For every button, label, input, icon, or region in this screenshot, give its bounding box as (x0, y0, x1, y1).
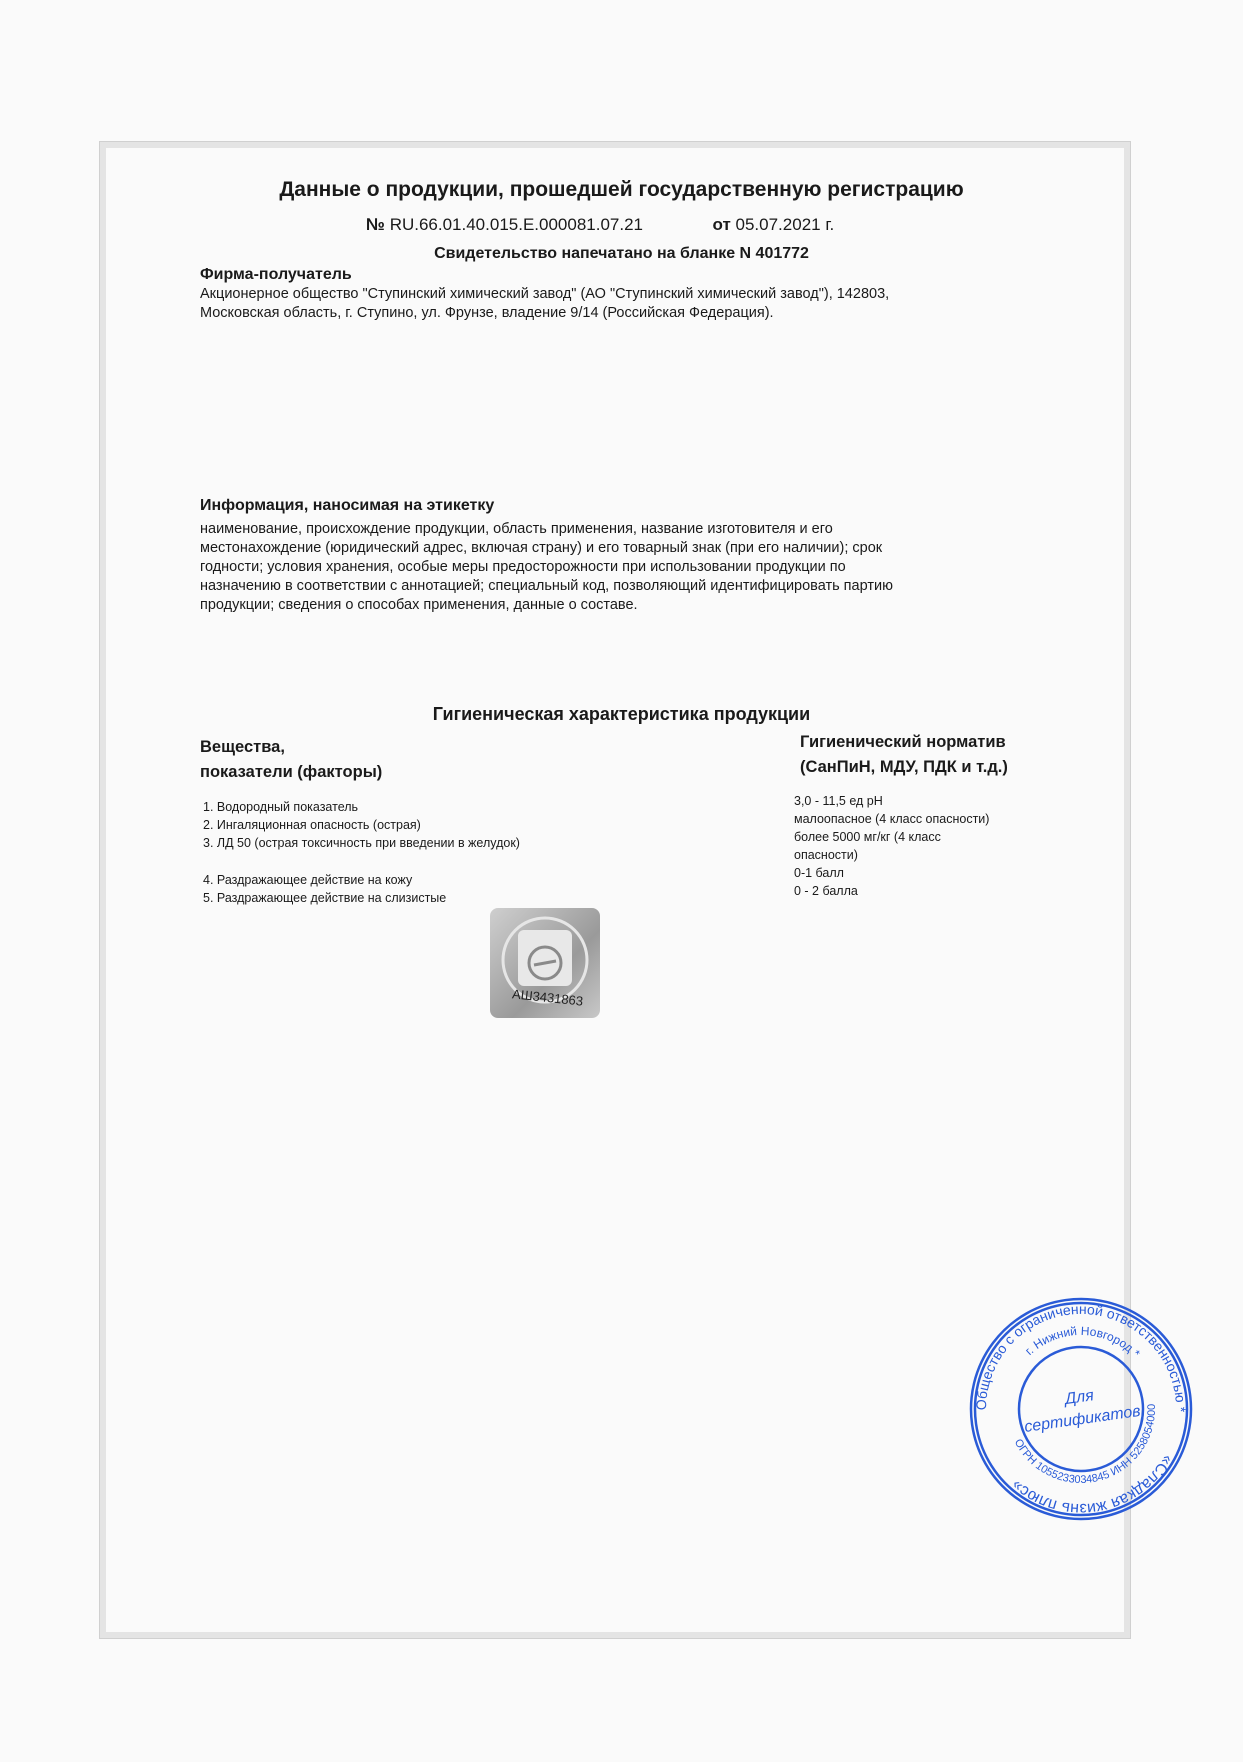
hologram-code: АШ3431863 (511, 986, 584, 1009)
norm-item: более 5000 мг/кг (4 класс (794, 830, 941, 844)
blank-number: Свидетельство напечатано на бланке N 401772 (434, 245, 809, 262)
svg-text:Общество с ограниченной ответс: Общество с ограниченной ответственностью * (972, 1300, 1190, 1413)
company-stamp (968, 1296, 1194, 1522)
number-label: № (366, 215, 385, 234)
svg-text:«Сладкая жизнь плюс»: «Сладкая жизнь плюс» (1008, 1451, 1177, 1518)
label-info-line: наименование, происхождение продукции, область применения, название изготовителя и его (200, 521, 833, 537)
registration-date: 05.07.2021 г. (735, 215, 835, 234)
factors-header (200, 735, 382, 785)
norms-header-line: Гигиенический норматив (800, 733, 1006, 751)
stamp-seal-icon (953, 1281, 1208, 1536)
recipient-heading: Фирма-получатель (200, 266, 352, 283)
label-info-heading: Информация, наносимая на этикетку (200, 497, 495, 514)
hygiene-heading: Гигиеническая характеристика продукции (432, 704, 811, 724)
norm-item: малоопасное (4 класс опасности) (794, 812, 990, 826)
factor-item: 2. Ингаляционная опасность (острая) (203, 818, 421, 832)
label-info-line: местонахождение (юридический адрес, включая страну) и его товарный знак (при его наличии); срок (200, 540, 883, 556)
label-info-line: продукции; сведения о способах применения, данные о составе. (200, 597, 638, 613)
norm-item: 3,0 - 11,5 ед pH (794, 794, 883, 808)
label-info-line: годности; условия хранения, особые меры предосторожности при использовании продукции по (200, 559, 846, 575)
factor-item: 5. Раздражающее действие на слизистые (203, 891, 447, 905)
svg-text:сертификатов: сертификатов (1023, 1402, 1142, 1436)
svg-text:ОГРН 1055233034845 ИНН 5258054: ОГРН 1055233034845 ИНН 5258054000 (1011, 1403, 1159, 1487)
norm-item: 0-1 балл (794, 866, 844, 880)
norms-header-line: (СанПиН, МДУ, ПДК и т.д.) (800, 758, 1008, 776)
svg-text:Для: Для (1063, 1387, 1095, 1409)
registration-number-line (366, 215, 834, 235)
svg-text:г. Нижний Новгород *: г. Нижний Новгород * (1022, 1323, 1143, 1361)
recipient-line: Московская область, г. Ступино, ул. Фрунзе, владение 9/14 (Российская Федерация). (200, 305, 774, 321)
document-title: Данные о продукции, прошедшей государственную регистрацию (279, 178, 964, 201)
registration-number: RU.66.01.40.015.E.000081.07.21 (389, 215, 644, 234)
norm-item: 0 - 2 балла (794, 884, 858, 898)
factor-item: 4. Раздражающее действие на кожу (203, 873, 413, 887)
hologram-sticker (490, 908, 600, 1018)
factors-header-line: Вещества, (200, 738, 285, 756)
factors-header-line: показатели (факторы) (200, 763, 383, 781)
factor-item: 3. ЛД 50 (острая токсичность при введении в желудок) (203, 836, 520, 850)
label-info-line: назначению в соответствии с аннотацией; специальный код, позволяющий идентифицировать партию (200, 578, 893, 594)
date-label: от (712, 215, 731, 234)
recipient-line: Акционерное общество "Ступинский химический завод" (АО "Ступинский химический завод"), 142803, (200, 286, 890, 302)
norms-header (800, 730, 1008, 780)
norm-item: опасности) (794, 848, 858, 862)
factor-item: 1. Водородный показатель (203, 800, 359, 814)
